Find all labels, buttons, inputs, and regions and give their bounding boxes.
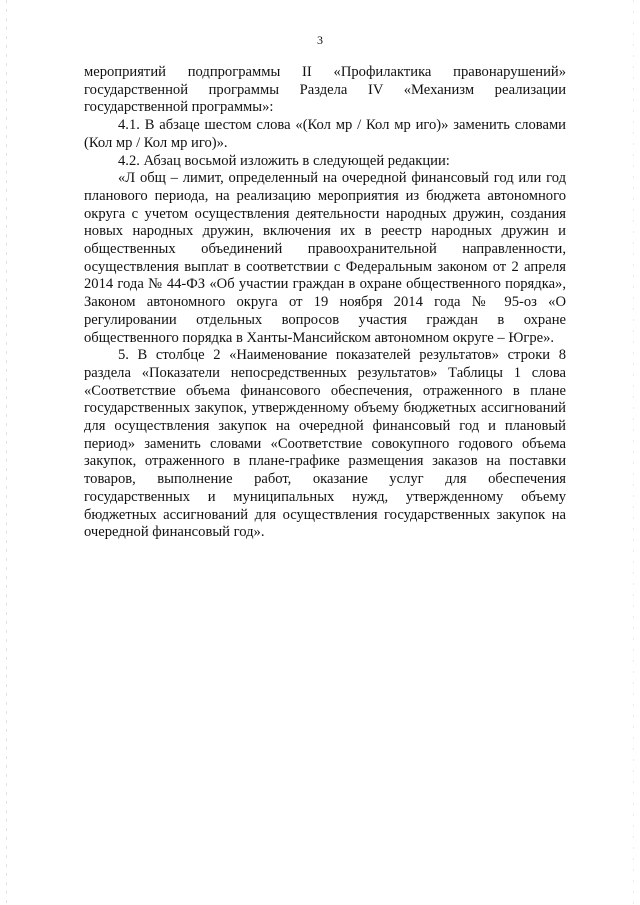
scan-edge-left [6,0,7,905]
paragraph-quote: «Л общ – лимит, определенный на очередной финансовый год или год планового периода, на реализацию мероприятия из бюджета автономного округа с учетом осуществления деятельности народных дружин, создания новых народных дружин, включения их в реестр народных дружин и общественных объединений правоохранительной направленности, осуществления выплат в соответствии с Федеральным законом от 2 апреля 2014 года № 44-ФЗ «Об участии граждан в охране общественного порядка», Законом автономного округа от 19 ноября 2014 года № 95-оз «О регулировании отдельных вопросов участия граждан в охране общественного порядка в Ханты-Мансийском автономном округе – Югре». [84,170,566,346]
paragraph-4-2: 4.2. Абзац восьмой изложить в следующей редакции: [118,152,450,169]
paragraph-4-1: 4.1. В абзаце шестом слова «(Кол мр / Кол мр иго)» заменить словами (Кол мр / Кол мр иго)». [84,117,566,151]
page-number: 3 [317,33,323,47]
paragraph-continuation: мероприятий подпрограммы II «Профилактика правонарушений» государственной программы Раздела IV «Механизм реализации государственной программы»: [84,64,566,116]
scan-edge-right [633,0,634,905]
paragraph-5: 5. В столбце 2 «Наименование показателей результатов» строки 8 раздела «Показатели непосредственных результатов» Таблицы 1 слова «Соответствие объема финансового обеспечения, отраженного в плане государственных закупок, утвержденному объему бюджетных ассигнований для осуществления закупок на очередной финансовый год и плановый период» заменить словами «Соответствие совокупного годового объема закупок, отраженного в плане-графике размещения заказов на поставки товаров, выполнение работ, оказание услуг для обеспечения государственных и муниципальных нужд, утвержденному объему бюджетных ассигнований для осуществления государственных закупок на очередной финансовый год». [84,347,566,541]
document-body [84,64,566,542]
